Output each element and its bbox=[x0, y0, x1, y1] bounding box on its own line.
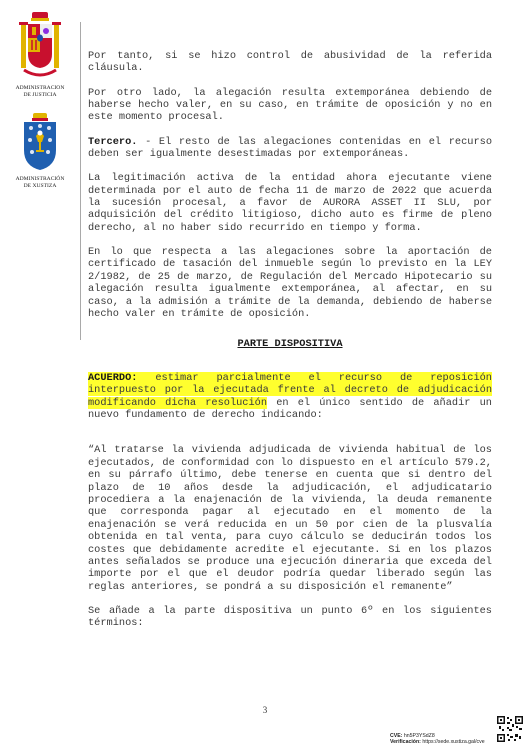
acuerdo-rest: en el único sentido de añadir un nuevo fundamento de derecho indicando: bbox=[88, 396, 492, 422]
section-heading: PARTE DISPOSITIVA bbox=[237, 337, 343, 350]
margin-divider bbox=[80, 22, 81, 340]
paragraph-extemporanea: Por otro lado, la alegación resulta extemporánea debiendo de haberse hecho valer, en su caso, en trámite de oposición y no en este momento procesal. bbox=[88, 86, 492, 124]
tercero-text: - El resto de las alegaciones contenidas en el recurso deben ser igualmente desestimadas por extemporáneas. bbox=[88, 135, 492, 161]
acuerdo-label: ACUERDO: estimar parcialmente el recurso de reposición interpuesto por la ejecutada frente al decreto de adjudicación modificando dicha resolución bbox=[88, 371, 492, 409]
page-number: 3 bbox=[262, 705, 268, 715]
paragraph-abusividad: Por tanto, si se hizo control de abusividad de la referida cláusula. bbox=[88, 50, 492, 75]
galicia-coat-of-arms-icon bbox=[21, 112, 59, 172]
paragraph-punto-6: Se añade a la parte dispositiva un punto 6º en los siguientes términos: bbox=[88, 605, 492, 630]
document-body bbox=[88, 50, 492, 642]
galicia-admin-label: ADMINISTRACIÓN DE XUSTIZA bbox=[15, 176, 65, 189]
verification-label: Verificación: bbox=[390, 739, 421, 746]
paragraph-tercero bbox=[88, 136, 492, 161]
paragraph-tasacion: En lo que respecta a las alegaciones sobre la aportación de certificado de tasación del inmueble según lo previsto en la LEY 2/1982, de 25 de marzo, de Regulación del Mercado Hipotecario su alegación resulta igualmente extemporánea, al afectar, en su caso, a la admisión a trámite de la demanda, debiendo de haberse hecho valer en trámite de oposición. bbox=[88, 246, 492, 321]
cve-label: CVE: bbox=[390, 733, 403, 739]
verification-footer bbox=[390, 733, 485, 746]
spain-admin-label: ADMINISTRACION DE JUSTICIA bbox=[15, 85, 65, 98]
paragraph-quote: “Al tratarse la vivienda adjudicada de vivienda habitual de los ejecutados, de conformidad con lo dispuesto en el artículo 579.2, en su párrafo último, debe tenerse en cuenta que si dentro del plazo de 10 años desde la adjudicación, el adjudicatario procediera a la enajenación de la vivienda, la deuda remanente que corresponda pagar al ejecutado en el momento de la enajenación se verá reducida en un 50 por cien de la plusvalía obtenida en tal venta, para cuyo cálculo se deducirán todos los costes que debidamente acredite el ejecutante. Si en los plazos antes señalados se produce una ejecución dineraria que exceda del importe por el que el deudor podría quedar liberado según las reglas anteriores, se pondrá a su disposición el remanente” bbox=[88, 444, 492, 593]
verification-url[interactable]: https://sede.xustiza.gal/cve bbox=[422, 739, 485, 746]
qr-code-icon bbox=[497, 716, 523, 742]
tercero-label: Tercero. bbox=[88, 135, 138, 148]
spain-coat-of-arms-icon bbox=[18, 10, 62, 86]
paragraph-legitimacion: La legitimación activa de la entidad ahora ejecutante viene determinada por el auto de fecha 11 de marzo de 2022 que acuerda la sucesión procesal, a favor de AURORA ASSET II SLU, por adquisición del crédito litigioso, dicho auto es firme de pleno derecho, al no haber sido recurrido en tiempo y forma. bbox=[88, 172, 492, 234]
cve-value: hn5P3YSdZ8 bbox=[403, 733, 435, 739]
sidebar bbox=[0, 0, 80, 750]
paragraph-acuerdo bbox=[88, 372, 492, 422]
